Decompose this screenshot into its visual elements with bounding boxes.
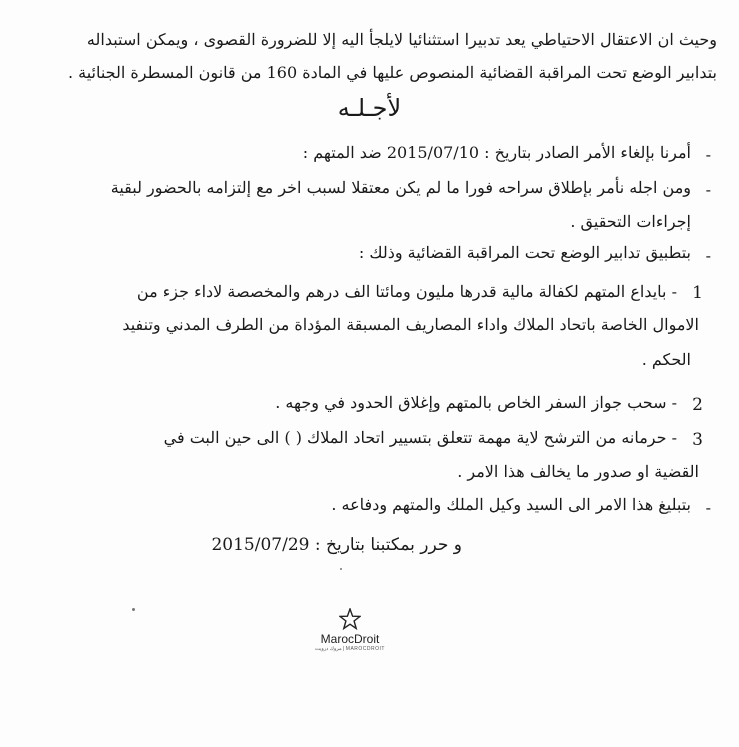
- bullet-dash: -: [705, 180, 711, 199]
- bullet-dash: -: [705, 246, 711, 265]
- bullet-dash: -: [705, 498, 711, 517]
- measure-number-3: 3: [692, 430, 703, 450]
- scan-speck: [132, 608, 135, 611]
- logo-name: MarocDroit: [320, 632, 380, 646]
- logo-subtitle: مروك درويت | MAROCDROIT: [315, 646, 385, 652]
- marocdroit-logo: [305, 608, 395, 652]
- measure-number-1: 1: [692, 283, 703, 303]
- item-release-line-2: إجراءات التحقيق .: [570, 212, 691, 231]
- item-cancel-order: أمرنا بإلغاء الأمر الصادر بتاريخ : 2015/07/10 ضد المتهم :: [302, 143, 691, 162]
- paragraph-line-2: بتدابير الوضع تحت المراقبة القضائية المنصوص عليها في المادة 160 من قانون المسطرة الجنائية .: [67, 63, 717, 82]
- measure-3-line-2: القضية او صدور ما يخالف هذا الامر .: [457, 462, 699, 481]
- item-apply-measures: بتطبيق تدابير الوضع تحت المراقبة القضائية وذلك :: [358, 243, 691, 262]
- bullet-dash: -: [705, 145, 711, 164]
- section-heading: لأجـلـه: [337, 94, 402, 122]
- signature-date-line: و حرر بمكتبنا بتاريخ : 2015/07/29: [211, 535, 462, 555]
- measure-2-line-1: - سحب جواز السفر الخاص بالمتهم وإغلاق الحدود في وجهه .: [275, 393, 677, 412]
- paragraph-line-1: وحيث ان الاعتقال الاحتياطي يعد تدبيرا استثنائيا لايلجأ اليه إلا للضرورة القصوى ، ويمكن استبداله: [86, 30, 717, 49]
- item-notify: بتبليغ هذا الامر الى السيد وكيل الملك والمتهم ودفاعه .: [331, 495, 691, 514]
- measure-number-2: 2: [692, 395, 703, 415]
- measure-1-line-2: الاموال الخاصة باتحاد الملاك واداء المصاريف المسبقة المؤداة من الطرف المدني وتنفيد: [122, 315, 699, 334]
- item-release-line-1: ومن اجله نأمر بإطلاق سراحه فورا ما لم يكن معتقلا لسبب اخر مع إلتزامه بالحضور لبقية: [110, 178, 691, 197]
- scan-speck: [340, 568, 342, 570]
- star-icon: [339, 608, 361, 630]
- measure-1-line-1: - بايداع المتهم لكفالة مالية قدرها مليون ومائتا الف درهم والمخصصة لاداء جزء من: [136, 282, 677, 301]
- measure-1-line-3: الحكم .: [641, 350, 691, 369]
- measure-3-line-1: - حرمانه من الترشح لاية مهمة تتعلق بتسيير اتحاد الملاك ( ) الى حين البت في: [163, 428, 677, 447]
